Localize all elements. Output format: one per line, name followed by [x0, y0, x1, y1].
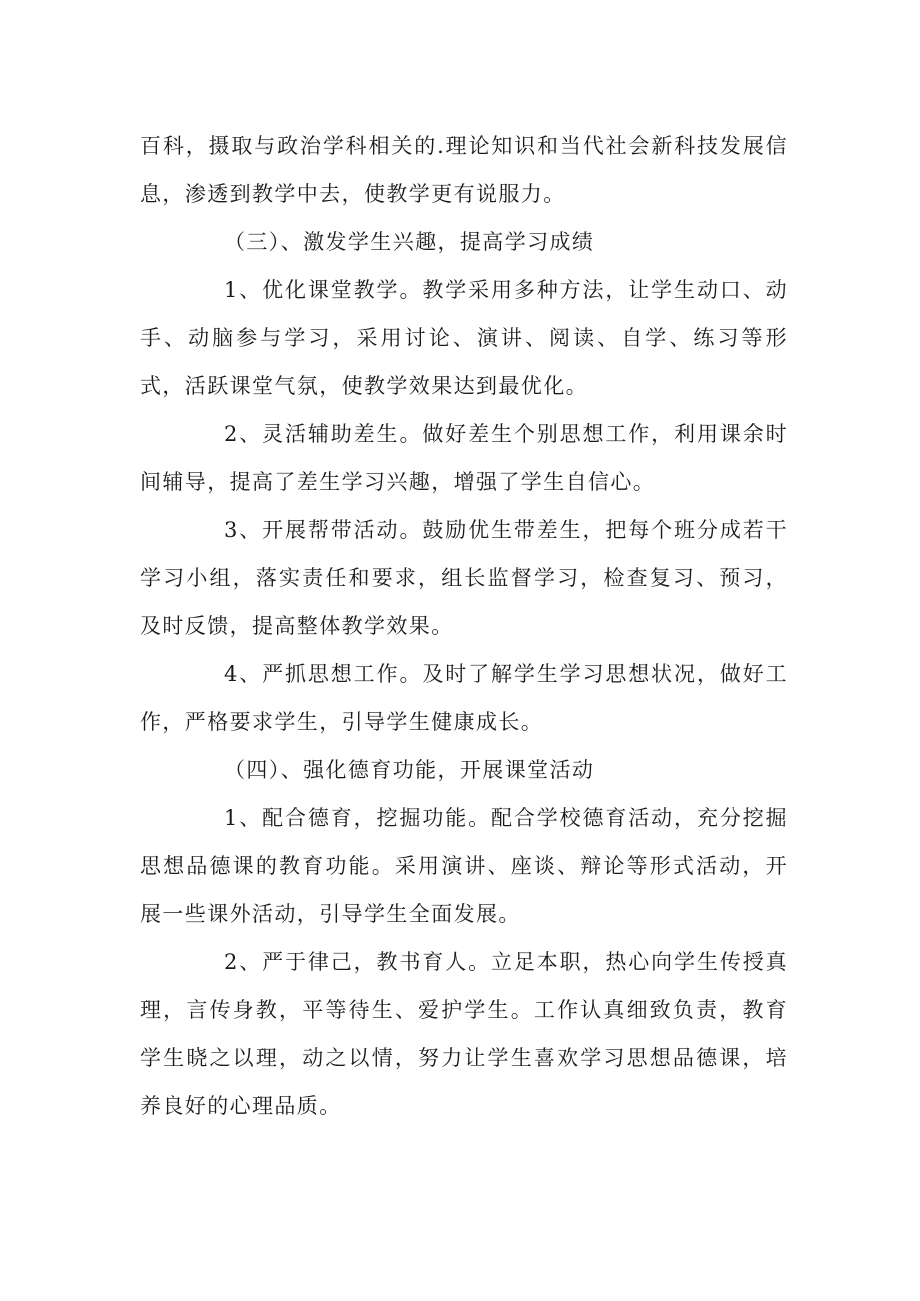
paragraph-item-3-1: 1、优化课堂教学。教学采用多种方法，让学生动口、动手、动脑参与学习，采用讨论、演讲、阅读、自学、练习等形式，活跃课堂气氛，使教学效果达到最优化。 [140, 278, 788, 398]
section-heading-4: （四）、强化德育功能，开展课堂活动 [224, 758, 595, 782]
paragraph-item-4-2: 2、严于律己，教书育人。立足本职，热心向学生传授真理，言传身教，平等待生、爱护学生。工作认真细致负责，教育学生晓之以理，动之以情，努力让学生喜欢学习思想品德课，培养良好的心理品质。 [140, 950, 788, 1118]
paragraph-item-4-1: 1、配合德育，挖掘功能。配合学校德育活动，充分挖掘思想品德课的教育功能。采用演讲、座谈、辩论等形式活动，开展一些课外活动，引导学生全面发展。 [140, 806, 788, 926]
section-heading-3: （三）、激发学生兴趣，提高学习成绩 [224, 230, 595, 254]
paragraph-item-3-4: 4、严抓思想工作。及时了解学生学习思想状况，做好工作，严格要求学生，引导学生健康成长。 [140, 662, 788, 734]
paragraph-item-3-3: 3、开展帮带活动。鼓励优生带差生，把每个班分成若干学习小组，落实责任和要求，组长监督学习，检查复习、预习，及时反馈，提高整体教学效果。 [140, 518, 788, 638]
paragraph-continuation: 百科，摄取与政治学科相关的.理论知识和当代社会新科技发展信息，渗透到教学中去，使教学更有说服力。 [140, 134, 788, 206]
paragraph-item-3-2: 2、灵活辅助差生。做好差生个别思想工作，利用课余时间辅导，提高了差生学习兴趣，增强了学生自信心。 [140, 422, 788, 494]
document-body [140, 122, 788, 1130]
